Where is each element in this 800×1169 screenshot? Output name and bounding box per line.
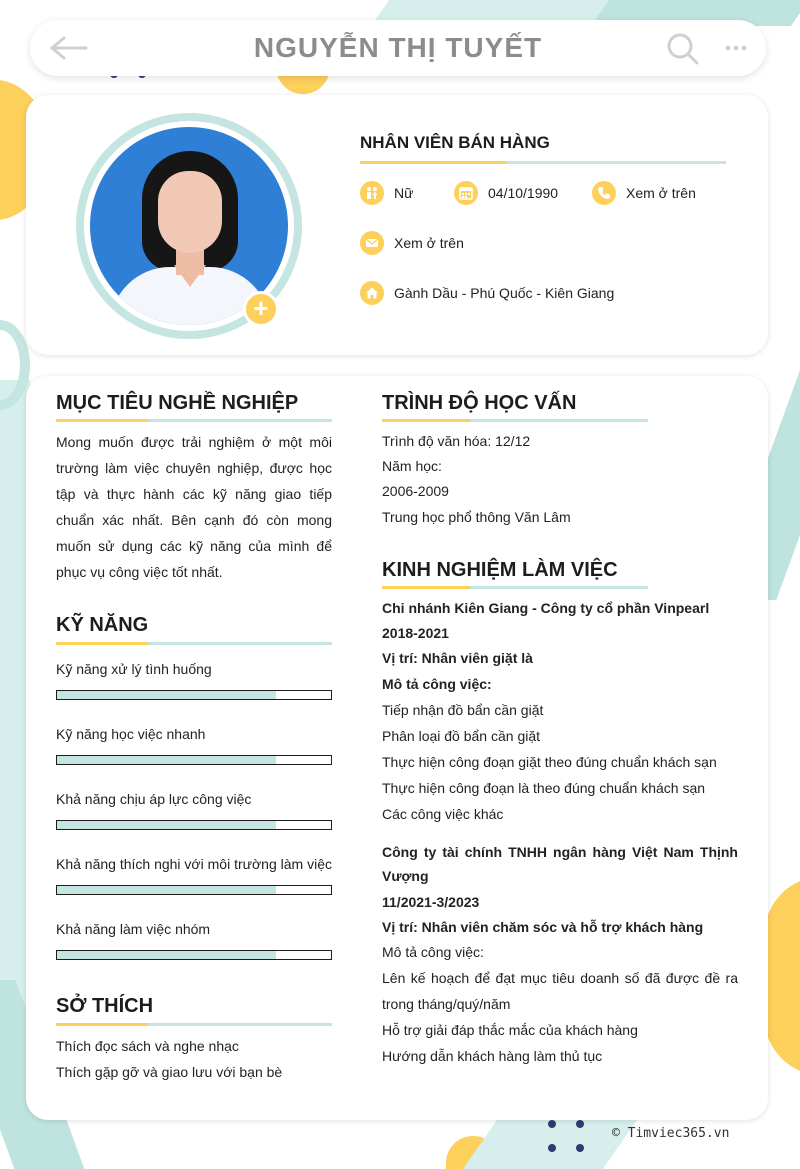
experience-underline (382, 586, 648, 589)
job2-task: Hỗ trợ giải đáp thắc mắc của khách hàng (382, 1022, 638, 1038)
experience-title: KINH NGHIỆM LÀM VIỆC (382, 559, 618, 581)
profile-card (26, 95, 768, 355)
job1-position: Vị trí: Nhân viên giặt là (382, 650, 533, 666)
dob-value: 04/10/1990 (488, 185, 559, 201)
job1-task: Tiếp nhận đồ bẩn cần giặt (382, 702, 544, 718)
phone-icon (592, 181, 616, 205)
address-info (360, 281, 614, 305)
job2-desc-label: Mô tả công việc: (382, 944, 484, 960)
top-bar (30, 20, 766, 76)
job1-task: Thực hiện công đoạn là theo đúng chuẩn khách sạn (382, 780, 706, 796)
email-info (360, 231, 464, 255)
skill-label: Kỹ năng xử lý tình huống (56, 661, 212, 677)
education-line: Trình độ văn hóa: 12/12 (382, 433, 531, 449)
job1-task: Các công việc khác (382, 806, 504, 822)
gender-info (360, 181, 413, 205)
copyright-credit: © Timviec365.vn (612, 1126, 730, 1141)
gender-icon (360, 181, 384, 205)
hobby-item: Thích gặp gỡ và giao lưu với bạn bè (56, 1064, 283, 1080)
education-line: Năm học: (382, 458, 442, 474)
job-title: NHÂN VIÊN BÁN HÀNG (360, 133, 550, 152)
job-title-underline (360, 161, 726, 164)
job2-period: 11/2021-3/2023 (382, 894, 480, 910)
skills-underline (56, 642, 332, 645)
dob-info (454, 181, 558, 205)
job2-position: Vị trí: Nhân viên chăm sóc và hỗ trợ khách hàng (382, 919, 704, 935)
skill-level-bar (56, 885, 332, 895)
job1-task: Thực hiện công đoạn giặt theo đúng chuẩn khách sạn (382, 754, 717, 770)
gender-value: Nữ (394, 185, 414, 201)
skill-level-bar (56, 950, 332, 960)
objective-underline (56, 419, 332, 422)
hobby-item: Thích đọc sách và nghe nhạc (56, 1038, 239, 1054)
education-title: TRÌNH ĐỘ HỌC VẤN (382, 392, 577, 414)
skill-label: Khả năng làm việc nhóm (56, 921, 211, 937)
phone-value: Xem ở trên (626, 185, 696, 201)
job1-period: 2018-2021 (382, 625, 449, 641)
add-photo-button[interactable]: + (243, 291, 279, 327)
skill-label: Kỹ năng học việc nhanh (56, 726, 206, 742)
job1-desc-label: Mô tả công việc: (382, 676, 492, 692)
job2-task: Lên kế hoạch để đạt mục tiêu doanh số đã được đề ra trong tháng/quý/năm (382, 970, 738, 1012)
skill-level-bar (56, 755, 332, 765)
hobbies-title: SỞ THÍCH (56, 995, 154, 1017)
home-icon (360, 281, 384, 305)
search-icon[interactable] (666, 32, 700, 66)
job2-company: Công ty tài chính TNHH ngân hàng Việt Nam Thịnh Vượng (382, 844, 738, 884)
skills-title: KỸ NĂNG (56, 614, 149, 636)
page-title: NGUYỄN THỊ TUYẾT (253, 32, 543, 63)
resume-body-card (26, 376, 768, 1120)
education-underline (382, 419, 648, 422)
objective-text: Mong muốn được trải nghiệm ở một môi trường làm việc chuyên nghiệp, được học tập và thực hành các kỹ năng giao tiếp chuẩn xác nhất. Bên cạnh đó còn mong muốn sử dụng các kỹ năng của mình để phục vụ công việc tốt nhất. (56, 434, 332, 580)
skill-level-bar (56, 820, 332, 830)
skill-level-bar (56, 690, 332, 700)
address-value: Gành Dầu - Phú Quốc - Kiên Giang (394, 285, 615, 301)
phone-info (592, 181, 696, 205)
education-line: Trung học phổ thông Văn Lâm (382, 509, 571, 525)
email-icon (360, 231, 384, 255)
skill-label: Khả năng thích nghi với môi trường làm việc (56, 856, 332, 872)
job2-task: Hướng dẫn khách hàng làm thủ tục (382, 1048, 603, 1064)
hobbies-underline (56, 1023, 332, 1026)
job1-task: Phân loại đồ bẩn cần giặt (382, 728, 541, 744)
objective-title: MỤC TIÊU NGHỀ NGHIỆP (56, 392, 299, 414)
calendar-icon (454, 181, 478, 205)
education-line: 2006-2009 (382, 483, 449, 499)
skill-label: Khả năng chịu áp lực công việc (56, 791, 252, 807)
job1-company: Chi nhánh Kiên Giang - Công ty cổ phần Vinpearl (382, 600, 710, 616)
more-options-icon[interactable] (724, 40, 748, 56)
email-value: Xem ở trên (394, 235, 464, 251)
